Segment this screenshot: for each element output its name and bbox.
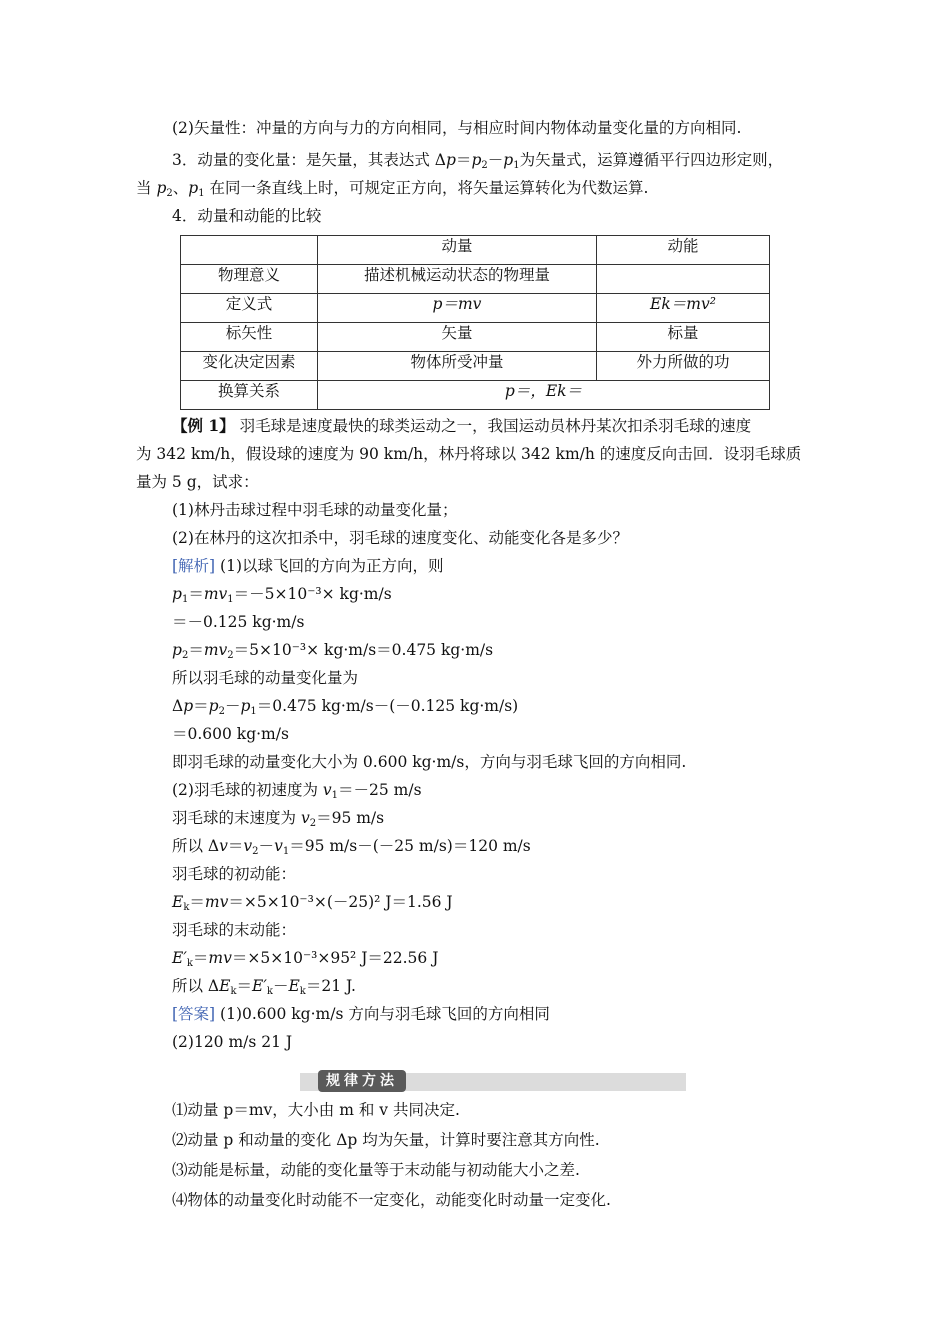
example-label: 【例 1】 xyxy=(172,416,235,435)
method-banner xyxy=(300,1073,686,1091)
example-line-3: 量为 5 g，试求： xyxy=(136,473,259,491)
symbol-p: p xyxy=(183,697,194,715)
symbol-p2-b: $p_2$ xyxy=(156,179,173,199)
question-1: (1)林丹击球过程中羽毛球的动量变化量； xyxy=(172,501,458,519)
answer-line-1 xyxy=(172,1004,550,1024)
symbol-p1-c: $p_1$ xyxy=(172,585,189,605)
table-cell xyxy=(597,265,770,294)
solution-p2-text: ＝5×10⁻³× kg·m/s＝0.475 kg·m/s xyxy=(233,641,494,659)
symbol-p1-d: $p_1$ xyxy=(240,697,257,717)
solution-ek-initial-text: ＝×5×10⁻³×(－25)² J＝1.56 J xyxy=(228,893,453,911)
symbol-ek-b: $E_k$ xyxy=(219,977,237,997)
solution-dv-text: ＝95 m/s－(－25 m/s)＝120 m/s xyxy=(289,837,531,855)
solution-ek-final-label: 羽毛球的末动能： xyxy=(172,921,297,939)
item-3-text-a: 3．动量的变化量：是矢量，其表达式 Δ xyxy=(172,151,446,169)
symbol-ek-c: $E_k$ xyxy=(288,977,306,997)
table-cell: 矢量 xyxy=(318,323,597,352)
item-3-line-2: 当 $p_2$、$p_1$ 在同一条直线上时，可规定正方向，将矢量运算转化为代数运算. xyxy=(136,179,649,199)
solution-dek: 所以 $\Delta E_k=E'_k-E_k=21$ J. xyxy=(172,977,356,997)
solution-v2-label: 羽毛球的末速度为 xyxy=(172,809,301,827)
table-row xyxy=(181,381,770,410)
solution-ek-initial-label: 羽毛球的初动能： xyxy=(172,865,297,883)
rule-4: ⑷物体的动量变化时动能不一定变化，动能变化时动量一定变化. xyxy=(172,1191,611,1209)
table-cell: 描述机械运动状态的物理量 xyxy=(318,265,597,294)
table-header-cell xyxy=(181,236,318,265)
symbol-p1-b: $p_1$ xyxy=(188,179,205,199)
symbol-v2: $v_2$ xyxy=(300,809,317,829)
solution-v2 xyxy=(172,808,384,834)
symbol-p2-d: $p_2$ xyxy=(208,697,225,717)
solution-ek-initial: $E_k=mv=\times 5\times 10^{-3}\times(-25)^2$ J＝1.56 J xyxy=(172,893,453,913)
symbol-mv1: $mv_1$ xyxy=(203,585,234,605)
comparison-table xyxy=(180,235,770,410)
symbol-p2-c: $p_2$ xyxy=(172,641,189,661)
rule-2: ⑵动量 p 和动量的变化 Δp 均为矢量，计算时要注意其方向性. xyxy=(172,1131,600,1149)
table-cell: p＝，Ek＝ xyxy=(318,381,770,410)
table-row xyxy=(181,352,770,381)
solution-intro xyxy=(172,556,444,576)
symbol-ek-prime-b: $E'_k$ xyxy=(252,977,273,997)
solution-dv: 所以 $\Delta v=v_2-v_1=95$ m/s－(－25 m/s)＝120 m/s xyxy=(172,837,531,857)
rule-3: ⑶动能是标量，动能的变化量等于末动能与初动能大小之差. xyxy=(172,1161,580,1179)
solution-dek-text: ＝21 J. xyxy=(305,977,356,995)
solution-ek-final-text: ＝×5×10⁻³×95² J＝22.56 J xyxy=(231,949,439,967)
item-3-text-b: 为矢量式，运算遵循平行四边形定则， xyxy=(519,151,784,169)
table-row xyxy=(181,265,770,294)
symbol-mv2: $mv_2$ xyxy=(203,641,234,661)
solution-v1-value: ＝－25 m/s xyxy=(338,781,422,799)
symbol-v1: $v_1$ xyxy=(322,781,339,801)
symbol-p2: $p_2$ xyxy=(471,151,488,171)
example-line-2: 为 342 km/h，假设球的速度为 90 km/h，林丹将球以 342 km/h 的速度反向击回．设羽毛球质 xyxy=(136,445,802,463)
table-cell: 标量 xyxy=(597,323,770,352)
table-cell: 标矢性 xyxy=(181,323,318,352)
solution-v1-label: (2)羽毛球的初速度为 xyxy=(172,781,323,799)
table-row xyxy=(181,323,770,352)
solution-intro-text: (1)以球飞回的方向为正方向，则 xyxy=(215,557,444,575)
table-header-cell: 动能 xyxy=(597,236,770,265)
example-text-1: 羽毛球是速度最快的球类运动之一，我国运动员林丹某次扣杀羽毛球的速度 xyxy=(234,417,752,435)
solution-p1-result: ＝－0.125 kg·m/s xyxy=(172,613,305,631)
solution-dp-result: ＝0.600 kg·m/s xyxy=(172,725,289,743)
solution-so-change: 所以羽毛球的动量变化量为 xyxy=(172,669,359,687)
symbol-v2-b: $v_2$ xyxy=(243,837,259,857)
table-cell: 变化决定因素 xyxy=(181,352,318,381)
table-cell: p＝mv xyxy=(318,294,597,323)
table-cell: 定义式 xyxy=(181,294,318,323)
vector-property-text: (2)矢量性：冲量的方向与力的方向相同，与相应时间内物体动量变化量的方向相同. xyxy=(172,119,742,137)
table-cell: 换算关系 xyxy=(181,381,318,410)
item-3-text-c: 在同一条直线上时，可规定正方向，将矢量运算转化为代数运算. xyxy=(209,179,649,197)
example-line-1 xyxy=(172,416,751,436)
symbol-v1-b: $v_1$ xyxy=(274,837,290,857)
rule-1: ⑴动量 p＝mv，大小由 m 和 v 共同决定. xyxy=(172,1101,460,1119)
solution-v1 xyxy=(172,780,422,806)
symbol-p1: $p_1$ xyxy=(503,151,520,171)
table-header-row xyxy=(181,236,770,265)
solution-dp-conclusion: 即羽毛球的动量变化大小为 0.600 kg·m/s，方向与羽毛球飞回的方向相同. xyxy=(172,753,687,771)
table-cell: Ek＝mv² xyxy=(597,294,770,323)
answer-label: [答案] xyxy=(172,1005,216,1023)
item-3-line-1: 3．动量的变化量：是矢量，其表达式 $\Delta p=p_2-p_1$为矢量式，运算遵循平行四边形定则， xyxy=(172,151,784,171)
solution-label: [解析] xyxy=(172,557,216,575)
symbol-mv: mv xyxy=(204,893,229,911)
symbol-ek-prime: $E'_k$ xyxy=(172,949,193,969)
solution-v2-value: ＝95 m/s xyxy=(316,809,385,827)
solution-ek-final: $E'_k=mv=\times 5\times 10^{-3}\times 95^2$ J＝22.56 J xyxy=(172,949,439,969)
answer-text-1: (1)0.600 kg·m/s 方向与羽毛球飞回的方向相同 xyxy=(215,1005,550,1023)
symbol-v: v xyxy=(219,837,228,855)
solution-p2: $p_2=mv_2=5\times 10^{-3}\times kg\cdot m/s=0.475$ kg·m/s xyxy=(172,641,494,661)
question-2: (2)在林丹的这次扣杀中，羽毛球的速度变化、动能变化各是多少？ xyxy=(172,529,628,547)
table-header-cell: 动量 xyxy=(318,236,597,265)
symbol-ek: $E_k$ xyxy=(172,893,190,913)
method-banner-label: 规律方法 xyxy=(318,1070,406,1092)
table-row xyxy=(181,294,770,323)
symbol-mv-b: mv xyxy=(208,949,232,967)
answer-line-2: (2)120 m/s 21 J xyxy=(172,1033,293,1051)
item-4-heading: 4．动量和动能的比较 xyxy=(172,207,322,225)
table-cell: 物体所受冲量 xyxy=(318,352,597,381)
solution-p1: $p_1=mv_1=-5\times 10^{-3}\times kg\cdot m/s$ xyxy=(172,585,392,605)
solution-dp: $\Delta p=p_2-p_1=0.475$ kg·m/s－(－0.125 kg·m/s) xyxy=(172,697,519,717)
formula-dp: p xyxy=(445,151,456,169)
table-cell: 外力所做的功 xyxy=(597,352,770,381)
solution-p1-text: ＝－5×10⁻³× kg·m/s xyxy=(233,585,392,603)
solution-dp-text: ＝0.475 kg·m/s－(－0.125 kg·m/s) xyxy=(256,697,519,715)
table-cell: 物理意义 xyxy=(181,265,318,294)
